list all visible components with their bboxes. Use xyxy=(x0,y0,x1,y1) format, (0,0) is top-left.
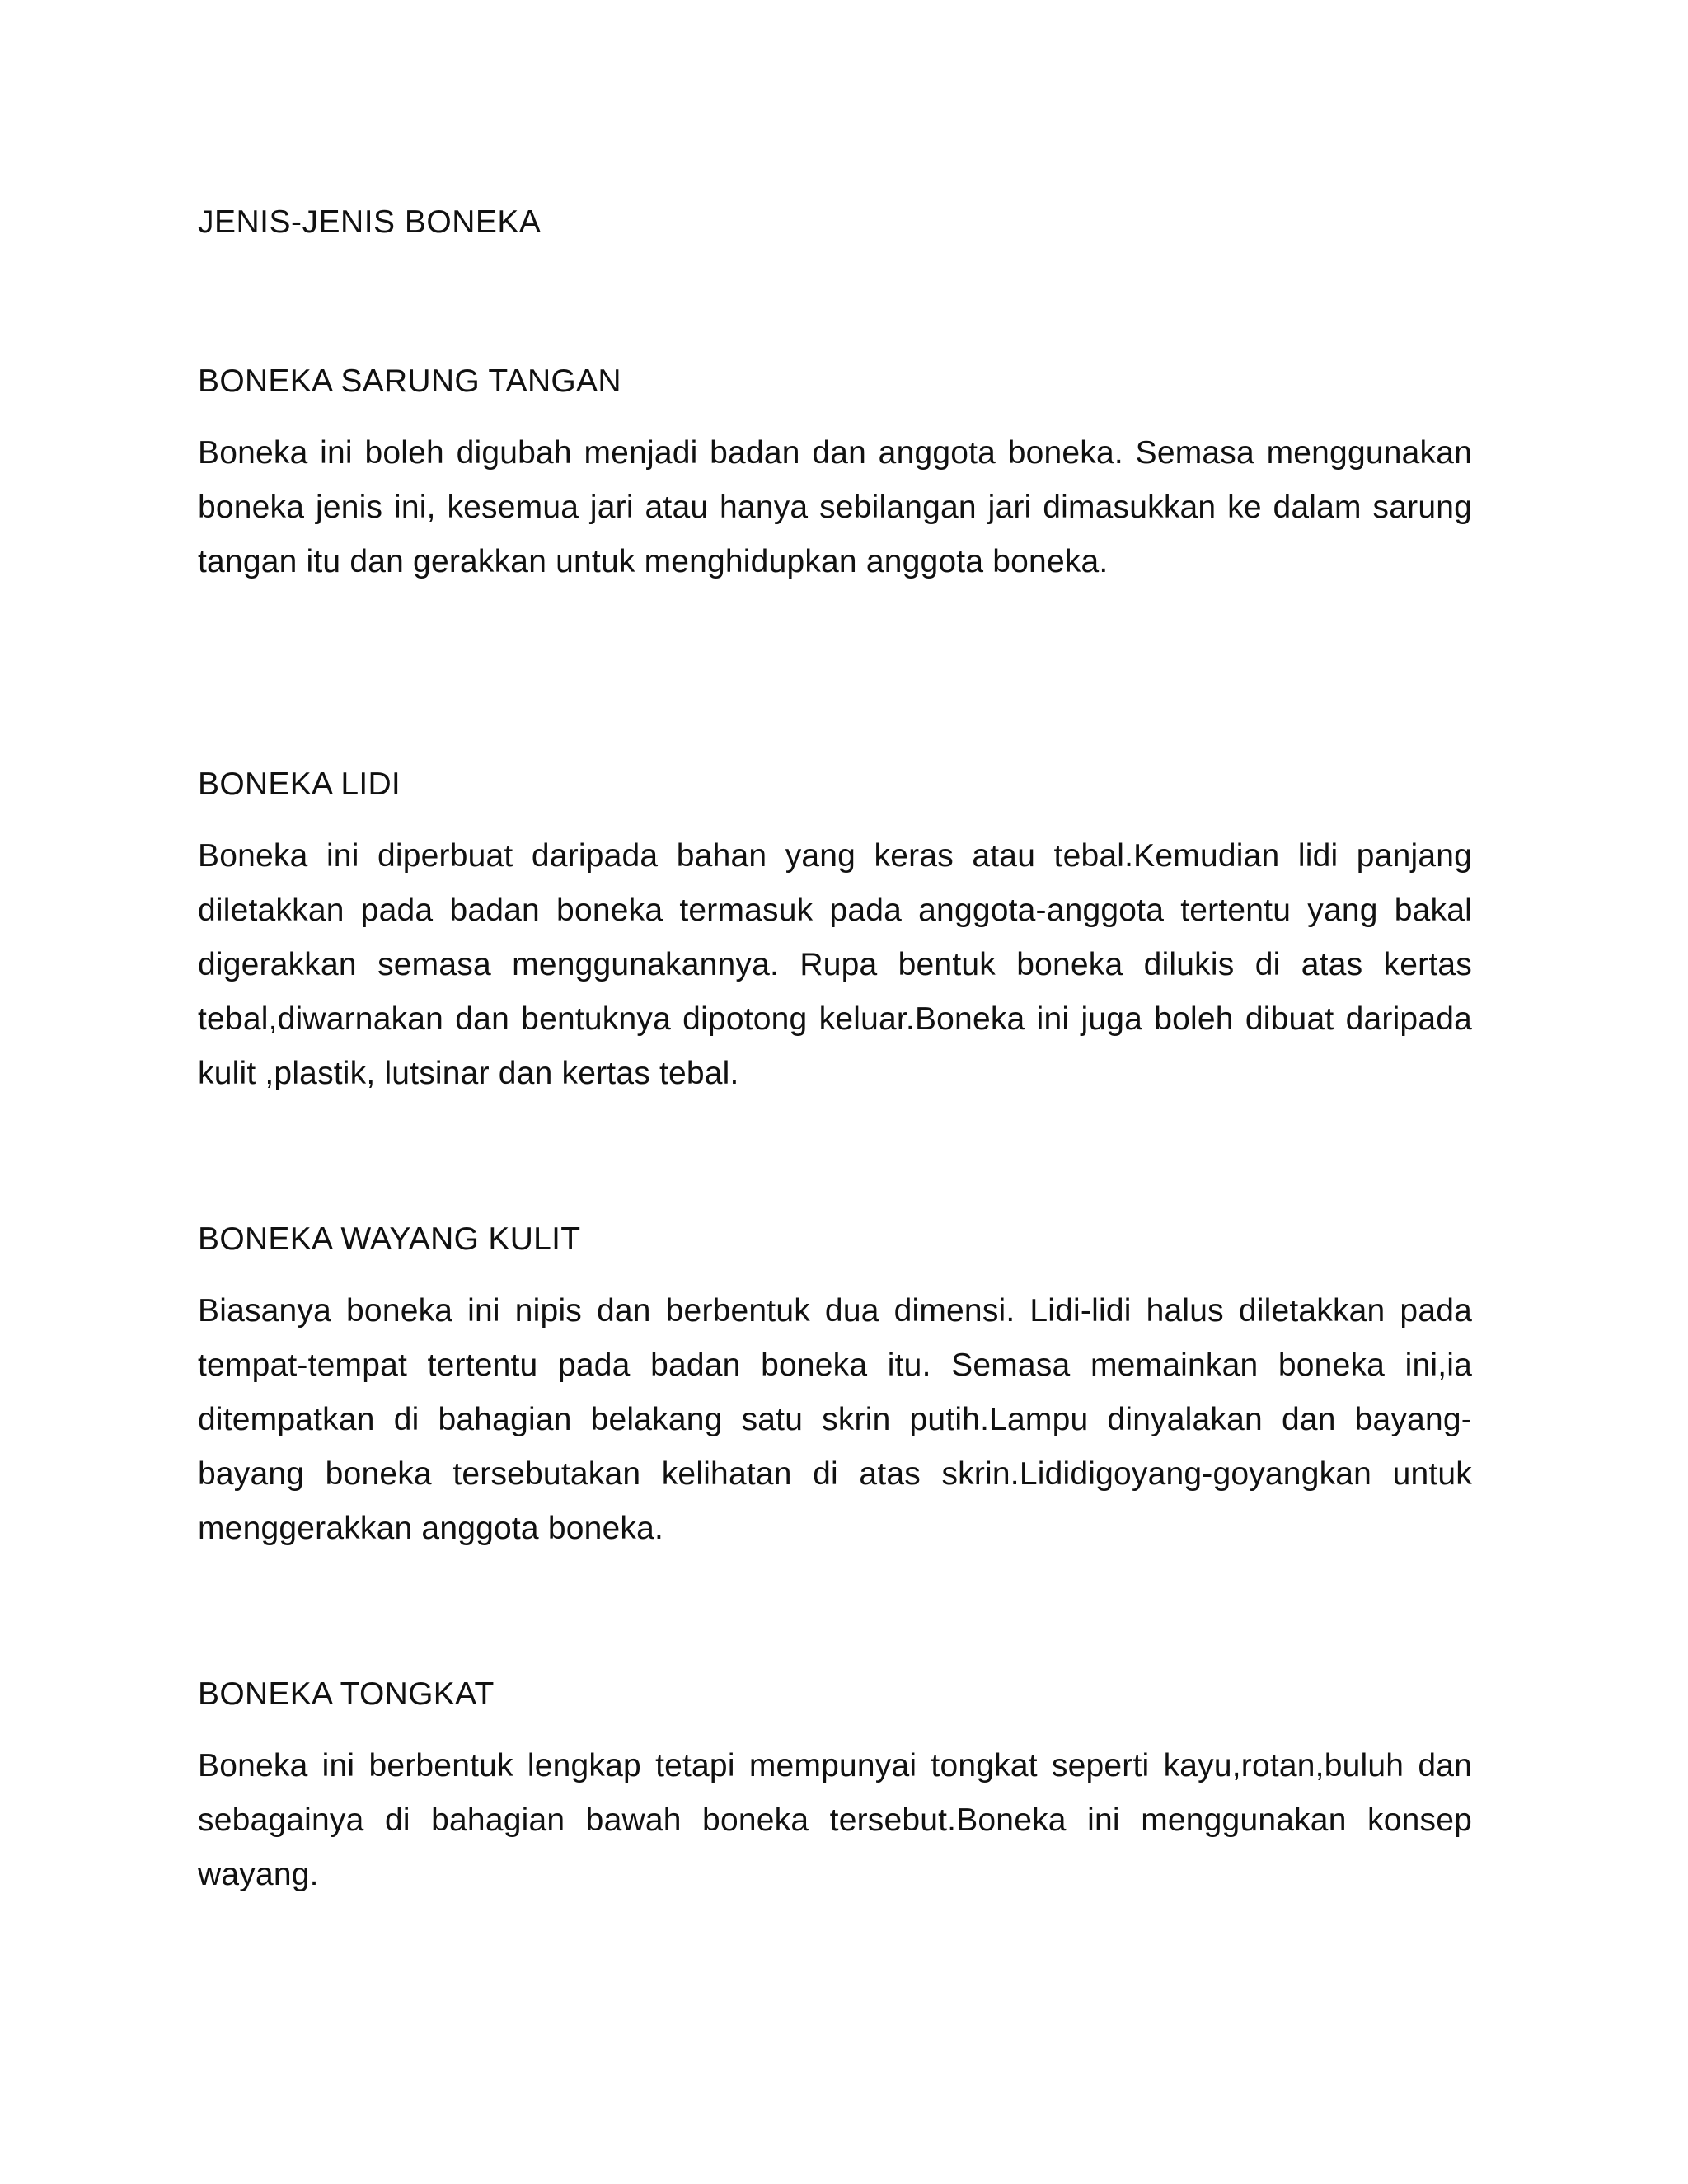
section-heading: BONEKA LIDI xyxy=(198,766,401,802)
section-boneka-wayang-kulit xyxy=(198,1215,1472,1556)
section-heading: BONEKA TONGKAT xyxy=(198,1676,495,1712)
section-paragraph: Biasanya boneka ini nipis dan berbentuk dua dimensi. Lidi-lidi halus diletakkan pada tempat-tempat tertentu pada badan boneka itu. Semasa memainkan boneka ini,ia ditempatkan di bahagian belakang satu skrin putih.Lampu dinyalakan dan bayang-bayang boneka tersebutakan kelihatan di atas skrin.Lididigoyang-goyangkan untuk menggerakkan anggota boneka. xyxy=(198,1293,1472,1546)
section-boneka-lidi xyxy=(198,760,1472,1101)
section-boneka-tongkat xyxy=(198,1670,1472,1902)
section-boneka-sarung-tangan xyxy=(198,357,1472,589)
section-heading: BONEKA WAYANG KULIT xyxy=(198,1221,581,1257)
section-heading: BONEKA SARUNG TANGAN xyxy=(198,363,621,399)
section-paragraph: Boneka ini berbentuk lengkap tetapi mempunyai tongkat seperti kayu,rotan,buluh dan sebagainya di bahagian bawah boneka tersebut.Boneka ini menggunakan konsep wayang. xyxy=(198,1748,1472,1892)
document-title: JENIS-JENIS BONEKA xyxy=(198,204,542,240)
section-paragraph: Boneka ini diperbuat daripada bahan yang keras atau tebal.Kemudian lidi panjang diletakkan pada badan boneka termasuk pada anggota-anggota tertentu yang bakal digerakkan semasa menggunakannya. Rupa bentuk boneka dilukis di atas kertas tebal,diwarnakan dan bentuknya dipotong keluar.Boneka ini juga boleh dibuat daripada kulit ,plastik, lutsinar dan kertas tebal. xyxy=(198,838,1472,1091)
section-paragraph: Boneka ini boleh digubah menjadi badan dan anggota boneka. Semasa menggunakan boneka jenis ini, kesemua jari atau hanya sebilangan jari dimasukkan ke dalam sarung tangan itu dan gerakkan untuk menghidupkan anggota boneka. xyxy=(198,435,1472,579)
